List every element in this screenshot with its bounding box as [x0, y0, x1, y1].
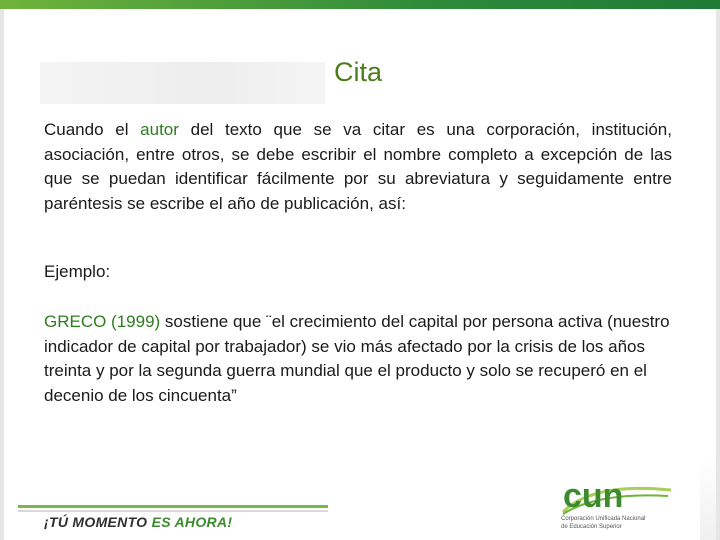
citation-reference: GRECO (1999): [44, 312, 161, 331]
paragraph-text-start: Cuando el: [44, 120, 141, 139]
org-line-2: de Educación Superior: [561, 524, 622, 530]
org-line-1: Corporación Unificada Nacional: [561, 516, 646, 522]
quote-text: sostiene que ¨el crecimiento del capital por persona activa (nuestro indicador de capital por trabajador) se vio más afectado por la crisis de los años treinta y por la segunda guerra mundial que el producto y solo se recuperó en el decenio de los cincuenta”: [44, 312, 670, 405]
slogan-part-2: ES AHORA!: [151, 514, 233, 530]
slide-title: Cita: [334, 57, 383, 87]
logo-wordmark: cun: [563, 477, 624, 515]
title-shadow-panel: [40, 62, 325, 104]
example-label: Ejemplo:: [44, 262, 111, 281]
organization-name: [561, 515, 681, 531]
footer-grey-rule: [18, 510, 328, 512]
paragraph-text-rest: del texto que se va citar es una corporación, institución, asociación, entre otros, se debe escribir el nombre completo a excepción de las que se puedan identificar fácilmente por su abreviatura y seguidamente entre paréntesis se escribe el año de publicación, así:: [44, 120, 672, 213]
footer-green-rule: [18, 505, 328, 508]
frame-right-border: [716, 9, 720, 540]
footer-decor-stripe: [700, 460, 716, 540]
frame-left-border: [0, 9, 4, 540]
autor-highlight: autor: [140, 120, 179, 139]
footer-slogan: [44, 514, 232, 530]
citation-rule-paragraph: [44, 118, 672, 216]
top-accent-bar: [0, 0, 720, 9]
example-quote: [44, 310, 684, 408]
slogan-part-1: ¡TÚ MOMENTO: [44, 514, 152, 530]
